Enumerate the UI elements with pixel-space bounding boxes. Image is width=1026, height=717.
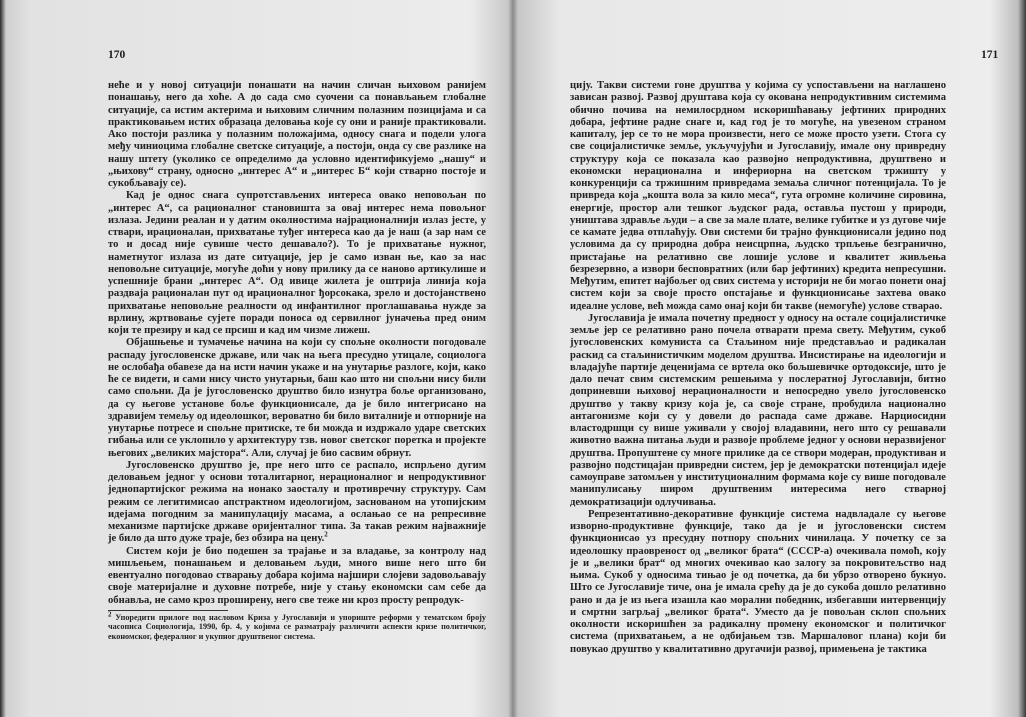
paragraph bbox=[108, 460, 486, 546]
paragraph-text: Југословенско друштво је, пре него што се распало, испрљено дугим деловањем једног у основи тоталитарног, нерационалног и непродуктивног једнопартијског режима на ионако заосталу и противречну структуру. Сам режим се легитимисао апстрактном идеологијом, заснованом на утопијским идејама погодним за манипулацију масама, а ослањао се на репресивне механизме партијске државе оријенталног типа. За такав режим најважније је било да што дуже траје, без обзира на цену. bbox=[108, 459, 486, 545]
footnote-marker: 2 bbox=[108, 610, 112, 619]
left-page-text bbox=[108, 80, 486, 642]
paragraph: Кад је однос снага супротстављених интереса овако неповољан по „интерес А“, са рационалног становишта за овај интерес нема повољног излаза. Једини реалан и у датим околностима најрационалнији излаз јесте, у ствари, ирационалан, прихватање туђег интереса као да је наш (а зар нам се то и досад није сувише често дешавало?). То је прихватање нужног, наметнутог излаза из дате ситуације, јер је само изван ње, као за нас неповољне ситуације, могуће доћи у нову прилику да се наново артикулише и успешније брани „интерес А“. Од ивице жилета је оштрија линија која раздваја рационалан пут од ирационалног ђорсокака, зрело и достојанствено прихватање неповољне реалности од инфантилног проглашавања нужде за врлину, жртвовање сујете поради поноса од сервилног јуначења пред оним који те презиру и кад се прсиш и кад им чизме лижеш. bbox=[108, 190, 486, 336]
footnote-reference: 2 bbox=[324, 530, 328, 539]
paragraph: неће и у новој ситуацији понашати на начин сличан њиховом ранијем понашању, него да хоће. А до сада смо суочени са понављањем глобалне ситуације, са истим актерима и њиховим сличним полазним позицијама и са практиковањем истих образаца деловања које су они и раније практиковали. Ако постоји разлика у полазним положајима, односу снага и подели улога међу чиниоцима глобалне светске ситуације, а постоји, онда су све разлике на нашу штету (уколико се определимо да условно идентификујемо „нашу“ и „њихову“ страну, односно „интерес А“ и „интерес Б“ који стварно постоје и сукобљавају се). bbox=[108, 80, 486, 189]
right-page-text bbox=[570, 80, 946, 656]
page-number-right: 171 bbox=[981, 49, 999, 61]
paragraph: Репрезентативно-декоративне функције система надвладале су његове изворно-продуктивне функције, тако да је и југословенски систем функционисао уз пресудну потпору спољних чинилаца. У почетку се за идеолошку праовреност од „великог брата“ (СССР-а) очекивала помоћ, коју је и „велики брат“ од многих очекивао као залогу за покровитељство над њима. Сукоб у односима тињао је од почетка, да би убрзо отворено букнуо. Што се Југославије тиче, она је имала срећу да је до сукоба дошло релативно рано и да је из њега изашла као морални победник, избегавши интервенцију и смртни загрљај „великог брата“. Уместо да је повољан склоп спољних околности искоришћен за радикалну промену економског и политичког система (прихватањем, а не одбијањем тзв. Маршаловог плана) који би повукао друштво у квалитативно другачији развој, примењена је тактика bbox=[570, 508, 946, 655]
footnote-divider bbox=[108, 610, 228, 611]
page-number-left: 170 bbox=[108, 49, 126, 61]
footnote bbox=[108, 610, 487, 642]
footnote-text: Упоредити прилоге под насловом Криза у Југославији и упориште реформи у тематском броју часописа Социологија, 1990, бр. 4, у којима се разматрају различити аспекти кризе политичког, економског, федералног и укупног друштвеног система. bbox=[108, 612, 487, 641]
paragraph: Систем који је био подешен за трајање и за владање, за контролу над мишљењем, понашањем и деловањем људи, много више него што би евентуално погодовао стварању добара којима најшири слојеви задовољавају своје материјалне и духовне потребе, није у стању економски сам себе да обнавља, не само кроз проширену, него све теже ни кроз просту репродук- bbox=[108, 545, 486, 606]
paragraph: Југославија је имала почетну предност у односу на остале социјалистичке земље јер се релативно рано почела отварати према свету. Међутим, сукоб југословенских комуниста са Стаљином није представљао и радикалан раскид са стаљинистичким моделом друштва. Инсистирање на идеологији и владајуће партије деценијама се вртела око бољшевичке ортодоксије, што је дало печат свим системским решењима у послератној Југославији, битно доприневши њиховој нерационалности и непосредно увело југословенско друштво у такву кризу која је, са своје стране, пробудила национално антагонизме који су у довели до распада саме државе. Нарциосидни властодршци су више уживали у својој владавини, него што су решавали животно важна питања људи и развоје проблеме једног у основи неразвијеног друштва. Пропуштене су многе прилике да се створи модеран, продуктиван и развојно подстицајан привредни систем, јер је демократски потенцијал идеје самоуправе затомљен у институционалним формама које су више погодовале манипулисању широм друштвеним интересима него стварној демократизацији одлучивања. bbox=[570, 312, 946, 508]
paragraph: цију. Такви системи гоне друштва у којима су успостављени на наглашено зависан развој. Развој друштава која су окована непродуктивним системима обично почива на немилосрдном искоришћавању јефтиних природних добара, јефтине радне снаге и, кад год је то могуће, на увезеном страном капиталу, јер се то не мора произвести, него се може просто узети. Стога су све социјалистичке земље, укључујући и Југославију, имале ону привредну структуру која се показала као развојно непродуктивна, друштвено и економски нерационална и инфериорна на светском тржишту у конкуренцији са тржишним привредама земаља сличног потенцијала. То је привреда која „кошта вола за кило меса“, гута огромне количине сировина, енергије, простор али тешког људског рада, оставља пустош у природи, уништава здравље људи – а све за мале плате, велике губитке и уз дугове чије се камате једва отплаћују. Ови системи би трајно функционисали једино под условима да су природна добра неисцрпна, људско трпљење безгранично, пристајање на релативно све лошије услове и квалитет живљења безрезервно, а извори бесповратних (или бар јефтиних) кредита непресушни. Међутим, епитет најбољег од свих система у историји не би могао понети онај систем који за своје просто опстајање и функционисање захтева овако идеалне услове, већ можда само онај који би такве (немогуће) услове стварао. bbox=[570, 80, 946, 312]
paragraph: Објашњење и тумачење начина на који су спољне околности погодовале распаду југословенске државе, или чак на њега пресудно утицале, социолога не ослобађа обавезе да на исти начин укаже и на унутарње разлоге, који, како ће се видети, и сами нису чисто унутарњи, баш као што ни спољни нису били само спољни. Да је југословенско друштво било изнутра боље организовано, да су његове установе боље функционисале, да је било интегрисано на здравијем темељу од идеолошког, вероватно би било виталније и отпорније на унутарње потресе и спољне притиске, те би можда и издржало ударе светских гибања или се уклопило у архитектуру тзв. новог светског поретка и пројекте његових „великих мајстора“. Али, случај је био сасвим обрнут. bbox=[108, 337, 486, 459]
